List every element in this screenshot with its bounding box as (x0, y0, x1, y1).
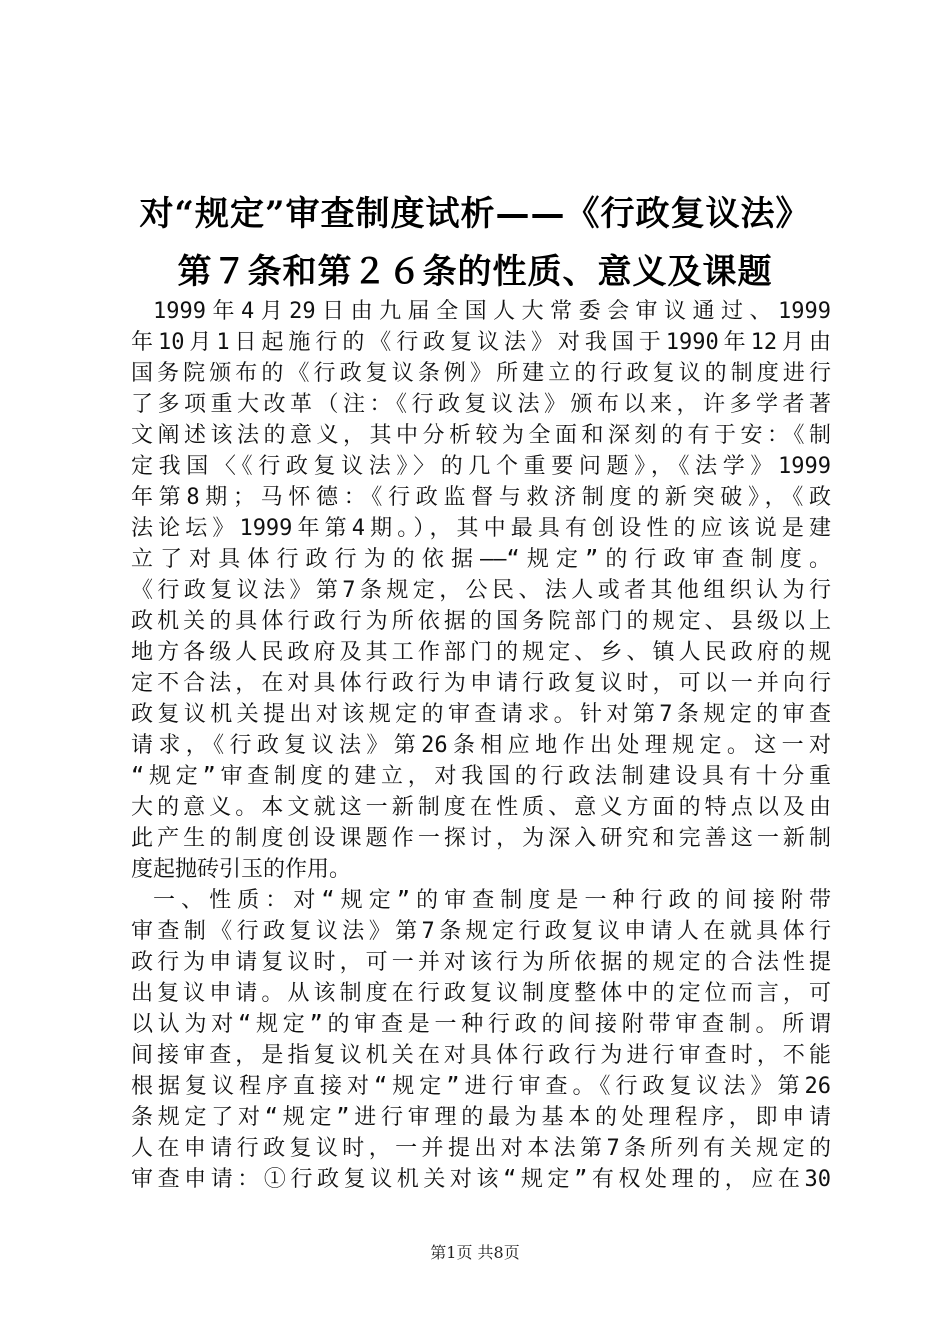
body-line: 政行为申请复议时，可一并对该行为所依据的规定的合法性提 (131, 950, 831, 975)
body-line: 审查申请：①行政复议机关对该“规定”有权处理的，应在30 (131, 1167, 831, 1192)
body-line: 以认为对“规定”的审查是一种行政的间接附带审查制。所谓 (131, 1012, 831, 1037)
body-line: 立了对具体行政行为的依据——“规定”的行政审查制度。 (131, 547, 831, 572)
body-line: 《行政复议法》第7条规定，公民、法人或者其他组织认为行 (131, 578, 831, 603)
body-line: 1999年4月29日由九届全国人大常委会审议通过、1999 (153, 299, 831, 324)
body-line: 一、性质：对“规定”的审查制度是一种行政的间接附带 (153, 888, 831, 913)
body-line: 出复议申请。从该制度在行政复议制度整体中的定位而言，可 (131, 981, 831, 1006)
body-line: 政机关的具体行政行为所依据的国务院部门的规定、县级以上 (131, 609, 831, 634)
body-line: 请求，《行政复议法》第26条相应地作出处理规定。这一对 (131, 733, 831, 758)
body-line: 文阐述该法的意义，其中分析较为全面和深刻的有于安：《制 (131, 423, 831, 448)
page-number-footer: 第1页 共8页 (430, 1243, 520, 1262)
body-line: 国务院颁布的《行政复议条例》所建立的行政复议的制度进行 (131, 361, 831, 386)
body-line: 条规定了对“规定”进行审理的最为基本的处理程序，即申请 (131, 1105, 831, 1130)
document-body (131, 296, 831, 1195)
body-line: 定我国〈《行政复议法》〉的几个重要问题》，《法学》1999 (131, 454, 831, 479)
body-line: 度起抛砖引玉的作用。 (131, 857, 352, 882)
body-line: 间接审查，是指复议机关在对具体行政行为进行审查时，不能 (131, 1043, 831, 1068)
body-line: 年10月1日起施行的《行政复议法》对我国于1990年12月由 (131, 330, 831, 355)
body-line: 年第8期；马怀德：《行政监督与救济制度的新突破》，《政 (131, 485, 831, 510)
body-line: 定不合法，在对具体行政行为申请行政复议时，可以一并向行 (131, 671, 831, 696)
body-line: “规定”审查制度的建立，对我国的行政法制建设具有十分重 (131, 764, 831, 789)
body-line: 审查制《行政复议法》第7条规定行政复议申请人在就具体行 (131, 919, 831, 944)
document-title-line-1: 对“规定”审查制度试析——《行政复议法》 (139, 194, 811, 234)
body-line: 根据复议程序直接对“规定”进行审查。《行政复议法》第26 (131, 1074, 831, 1099)
document-title-line-2: 第７条和第２６条的性质、意义及课题 (177, 252, 773, 292)
body-line: 政复议机关提出对该规定的审查请求。针对第7条规定的审查 (131, 702, 831, 727)
body-line: 人在申请行政复议时，一并提出对本法第7条所列有关规定的 (131, 1136, 831, 1161)
body-line: 此产生的制度创设课题作一探讨，为深入研究和完善这一新制 (131, 826, 831, 851)
body-line: 了多项重大改革（注：《行政复议法》颁布以来，许多学者著 (131, 392, 831, 417)
body-line: 法论坛》1999年第4期。），其中最具有创设性的应该说是建 (131, 516, 831, 541)
body-line: 大的意义。本文就这一新制度在性质、意义方面的特点以及由 (131, 795, 831, 820)
body-line: 地方各级人民政府及其工作部门的规定、乡、镇人民政府的规 (131, 640, 831, 665)
